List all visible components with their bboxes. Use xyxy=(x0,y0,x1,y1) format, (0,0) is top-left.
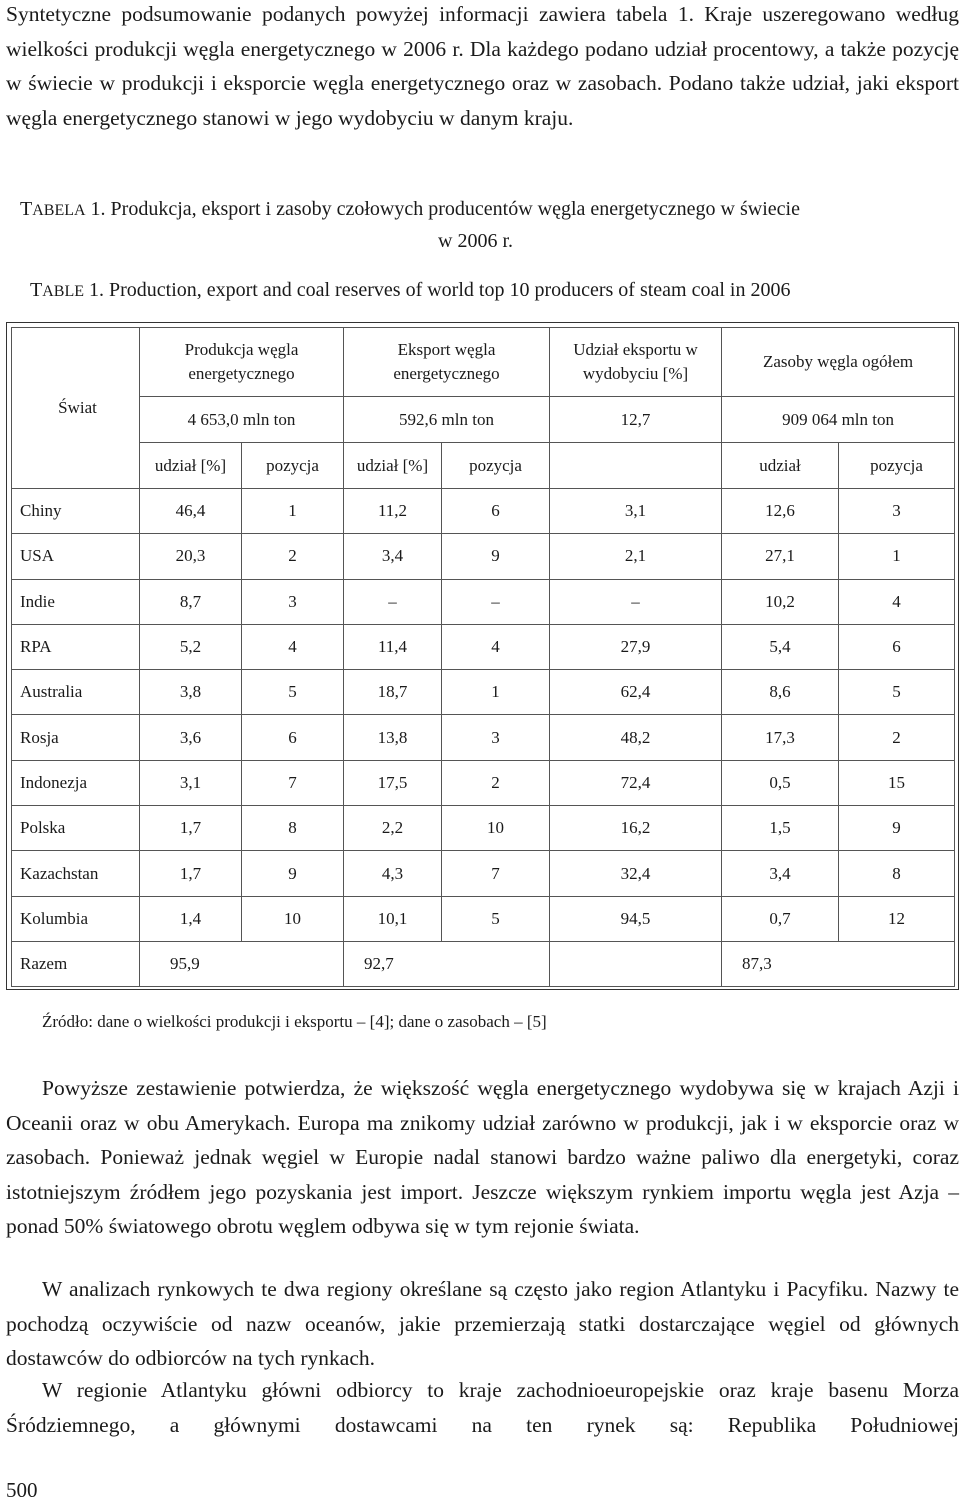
cell: 10 xyxy=(242,896,344,941)
table-row xyxy=(12,489,955,534)
table-row xyxy=(12,851,955,896)
cell: 6 xyxy=(242,715,344,760)
cell: 5 xyxy=(839,670,955,715)
cell: 16,2 xyxy=(550,806,722,851)
cell: 20,3 xyxy=(140,534,242,579)
cell: 94,5 xyxy=(550,896,722,941)
cell: – xyxy=(442,579,550,624)
data-table xyxy=(11,327,955,987)
cell: 9 xyxy=(442,534,550,579)
country-cell: Kolumbia xyxy=(12,896,140,941)
header-export-share: Udział eksportu w wydobyciu [%] xyxy=(550,328,722,397)
cell: 3 xyxy=(242,579,344,624)
table-source-note: Źródło: dane o wielkości produkcji i eksportu – [4]; dane o zasobach – [5] xyxy=(42,1012,547,1031)
body-paragraph-2: W analizach rynkowych te dwa regiony określane są często jako region Atlantyku i Pacyfiku. Nazwy te pochodzą oczywiście od nazw oceanów, jakie przemierzają statki dostarczające węgiel od głównych dostawców do odbiorców na tych rynkach. xyxy=(6,1277,959,1370)
table-row xyxy=(12,534,955,579)
world-production: 4 653,0 mln ton xyxy=(140,397,344,443)
cell: 72,4 xyxy=(550,760,722,805)
cell: 4 xyxy=(242,624,344,669)
cell: 4,3 xyxy=(344,851,442,896)
country-cell: Indie xyxy=(12,579,140,624)
cell: 4 xyxy=(442,624,550,669)
cell: 0,7 xyxy=(722,896,839,941)
cell: – xyxy=(344,579,442,624)
total-empty xyxy=(550,941,722,986)
cell: 27,1 xyxy=(722,534,839,579)
table-row xyxy=(12,579,955,624)
table-corner-label: Świat xyxy=(12,328,140,489)
table-row xyxy=(12,624,955,669)
total-label: Razem xyxy=(12,941,140,986)
table-row xyxy=(12,806,955,851)
page-number: 500 xyxy=(6,1478,38,1502)
cell: 8,7 xyxy=(140,579,242,624)
table-row xyxy=(12,760,955,805)
cell: 9 xyxy=(242,851,344,896)
table-row xyxy=(12,896,955,941)
world-export-share: 12,7 xyxy=(550,397,722,443)
total-export: 92,7 xyxy=(344,941,550,986)
body-paragraph-1: Powyższe zestawienie potwierdza, że większość węgla energetycznego wydobywa się w krajach Azji i Oceanii oraz w obu Amerykach. Europa ma znikomy udział zarówno w produkcji, jak i w eksporcie oraz w zasobach. Ponieważ jednak węgiel w Europie nadal stanowi bardzo ważne paliwo dla energetyki, coraz istotniejszym źródłem jego pozyskania jest import. Jeszcze większym rynkiem importu węgla jest Azja – ponad 50% światowego obrotu węglem odbywa się w tym rejonie świata. xyxy=(6,1076,959,1238)
header-reserves: Zasoby węgla ogółem xyxy=(722,328,955,397)
country-cell: USA xyxy=(12,534,140,579)
cell: 48,2 xyxy=(550,715,722,760)
country-cell: Rosja xyxy=(12,715,140,760)
caption-english: TABLE 1. Production, export and coal reserves of world top 10 producers of steam coal in 2006 xyxy=(30,279,791,301)
table-row xyxy=(12,670,955,715)
cell: 1,7 xyxy=(140,806,242,851)
cell: 3,8 xyxy=(140,670,242,715)
cell: 3,6 xyxy=(140,715,242,760)
cell: 0,5 xyxy=(722,760,839,805)
cell: 6 xyxy=(442,489,550,534)
cell: 11,2 xyxy=(344,489,442,534)
cell: 5 xyxy=(242,670,344,715)
subheader-res-rank: pozycja xyxy=(839,443,955,489)
cell: 1,4 xyxy=(140,896,242,941)
cell: 3 xyxy=(839,489,955,534)
caption-polish: TABELA 1. Produkcja, eksport i zasoby czołowych producentów węgla energetycznego w świecie xyxy=(20,198,800,220)
cell: 12 xyxy=(839,896,955,941)
data-table-frame xyxy=(6,322,959,990)
cell: 12,6 xyxy=(722,489,839,534)
subheader-empty xyxy=(550,443,722,489)
subheader-prod-rank: pozycja xyxy=(242,443,344,489)
cell: – xyxy=(550,579,722,624)
cell: 10,2 xyxy=(722,579,839,624)
world-export: 592,6 mln ton xyxy=(344,397,550,443)
cell: 46,4 xyxy=(140,489,242,534)
cell: 5,2 xyxy=(140,624,242,669)
cell: 11,4 xyxy=(344,624,442,669)
cell: 2,2 xyxy=(344,806,442,851)
cell: 17,3 xyxy=(722,715,839,760)
cell: 5,4 xyxy=(722,624,839,669)
country-cell: Polska xyxy=(12,806,140,851)
cell: 3 xyxy=(442,715,550,760)
cell: 1 xyxy=(839,534,955,579)
country-cell: RPA xyxy=(12,624,140,669)
country-cell: Australia xyxy=(12,670,140,715)
cell: 7 xyxy=(442,851,550,896)
cell: 1,5 xyxy=(722,806,839,851)
subheader-res-share: udział xyxy=(722,443,839,489)
caption-polish-line2: w 2006 r. xyxy=(438,230,513,252)
subheader-exp-share: udział [%] xyxy=(344,443,442,489)
cell: 15 xyxy=(839,760,955,805)
cell: 7 xyxy=(242,760,344,805)
header-production: Produkcja węgla energetycznego xyxy=(140,328,344,397)
cell: 27,9 xyxy=(550,624,722,669)
cell: 2,1 xyxy=(550,534,722,579)
cell: 1 xyxy=(242,489,344,534)
cell: 5 xyxy=(442,896,550,941)
cell: 32,4 xyxy=(550,851,722,896)
cell: 8 xyxy=(242,806,344,851)
body-paragraph-3: W regionie Atlantyku główni odbiorcy to kraje zachodnioeuropejskie oraz kraje basenu Morza Śródziemnego, a głównymi dostawcami na ten rynek są: Republika Południowej xyxy=(6,1378,959,1437)
country-cell: Kazachstan xyxy=(12,851,140,896)
cell: 1 xyxy=(442,670,550,715)
cell: 1,7 xyxy=(140,851,242,896)
country-cell: Chiny xyxy=(12,489,140,534)
cell: 8 xyxy=(839,851,955,896)
cell: 10,1 xyxy=(344,896,442,941)
cell: 6 xyxy=(839,624,955,669)
total-production: 95,9 xyxy=(140,941,344,986)
subheader-exp-rank: pozycja xyxy=(442,443,550,489)
cell: 9 xyxy=(839,806,955,851)
cell: 2 xyxy=(839,715,955,760)
cell: 2 xyxy=(242,534,344,579)
subheader-prod-share: udział [%] xyxy=(140,443,242,489)
world-reserves: 909 064 mln ton xyxy=(722,397,955,443)
cell: 10 xyxy=(442,806,550,851)
header-export: Eksport węgla energetycznego xyxy=(344,328,550,397)
cell: 3,4 xyxy=(344,534,442,579)
total-reserves: 87,3 xyxy=(722,941,955,986)
cell: 18,7 xyxy=(344,670,442,715)
table-total-row xyxy=(12,941,955,986)
cell: 8,6 xyxy=(722,670,839,715)
cell: 13,8 xyxy=(344,715,442,760)
cell: 4 xyxy=(839,579,955,624)
table-row xyxy=(12,715,955,760)
intro-paragraph: Syntetyczne podsumowanie podanych powyżej informacji zawiera tabela 1. Kraje uszeregowano według wielkości produkcji węgla energetycznego w 2006 r. Dla każdego podano udział procentowy, a także pozycję w świecie w produkcji i eksporcie węgla energetycznego oraz w zasobach. Podano także udział, jaki eksport węgla energetycznego stanowi w jego wydobyciu w danym kraju. xyxy=(6,2,959,130)
cell: 2 xyxy=(442,760,550,805)
cell: 3,1 xyxy=(550,489,722,534)
cell: 62,4 xyxy=(550,670,722,715)
country-cell: Indonezja xyxy=(12,760,140,805)
cell: 17,5 xyxy=(344,760,442,805)
cell: 3,1 xyxy=(140,760,242,805)
cell: 3,4 xyxy=(722,851,839,896)
